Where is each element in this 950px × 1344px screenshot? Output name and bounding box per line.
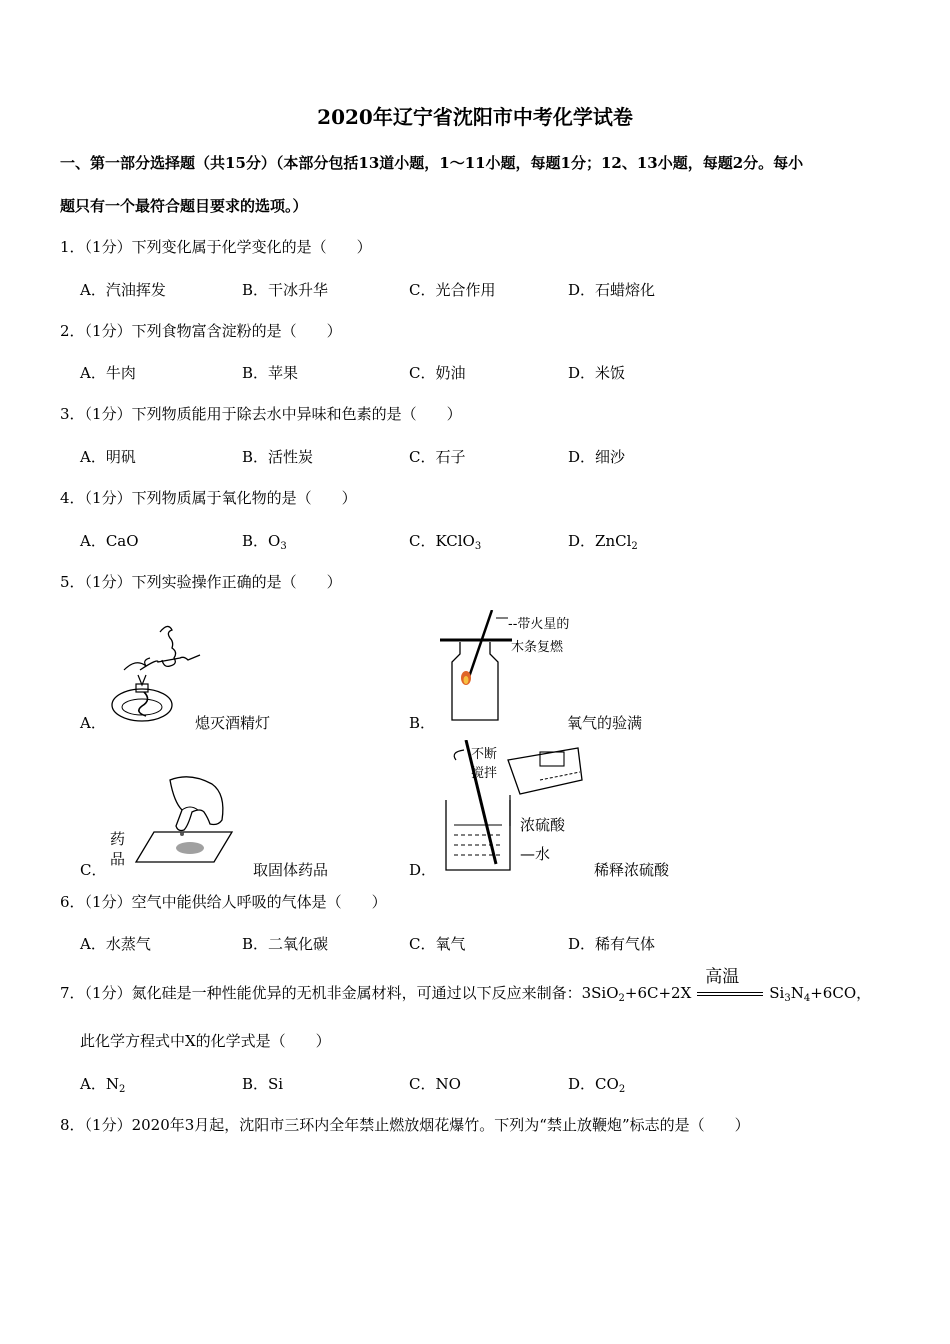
q7-eq-r2: N [790, 984, 804, 1002]
q4-option-b-subscript: 3 [280, 541, 287, 552]
q7-stem-prefix: 7．（1分）氮化硅是一种性能优异的无机非金属材料，可通过以下反应来制备： [60, 984, 582, 1002]
q7-equation-left [582, 984, 692, 1002]
q5-figure-alcohol-lamp [100, 620, 210, 730]
q5-figure-d-label-water-text: 水 [535, 845, 551, 863]
q3-option-b[interactable]: B．活性炭 [242, 448, 314, 466]
q5-figure-solid-chemical [130, 770, 250, 865]
q5-option-c[interactable]: C． [80, 861, 107, 879]
question-1-stem: 1．（1分）下列变化属于化学变化的是（ ） [60, 238, 372, 256]
question-2-stem: 2．（1分）下列食物富含淀粉的是（ ） [60, 322, 342, 340]
q7-eq-r1: Si [769, 984, 785, 1002]
q4-option-d-subscript: 2 [631, 541, 638, 552]
q5-caption-c: 取固体药品 [253, 861, 329, 879]
q1-option-d[interactable]: D．石蜡熔化 [568, 281, 656, 299]
q7-eq-r3: +6CO， [810, 984, 872, 1002]
q6-option-b[interactable]: B．二氧化碳 [242, 935, 329, 953]
q4-option-b-text: B．O [242, 532, 281, 550]
q5-figure-b-label-1: --带火星的 [508, 617, 570, 632]
q5-caption-a: 熄灭酒精灯 [195, 714, 271, 732]
q7-arrow-line-top [697, 992, 763, 993]
q7-condition: 高温 [705, 967, 740, 987]
q7-reaction-arrow [691, 967, 769, 1002]
q2-option-a[interactable]: A．牛肉 [80, 364, 136, 382]
q5-figure-d-label-water: —水 [520, 845, 551, 863]
q4-option-c-text: C．KClO [409, 532, 475, 550]
q7-option-b[interactable]: B．Si [242, 1075, 284, 1093]
q5-figure-d-label-acid: 浓硫酸 [520, 816, 566, 834]
q5-caption-d: 稀释浓硫酸 [594, 861, 670, 879]
q5-figure-d-label-stir-2: 搅拌 [471, 766, 498, 781]
q7-equation-right [769, 984, 871, 1002]
section-header-line2: 题只有一个最符合题目要求的选项。） [60, 197, 308, 215]
q5-figure-c-label-1: 药 [110, 830, 126, 848]
q7-option-d[interactable] [568, 1073, 625, 1094]
question-5-stem: 5．（1分）下列实验操作正确的是（ ） [60, 573, 342, 591]
q7-eq-l-sub: 2 [618, 993, 625, 1004]
q7-option-d-subscript: 2 [618, 1084, 626, 1095]
q2-option-c[interactable]: C．奶油 [409, 364, 466, 382]
q7-arrow-line-bottom [697, 995, 763, 996]
q4-option-c[interactable] [409, 530, 481, 551]
q5-figure-b-label-2: 木条复燃 [511, 640, 564, 655]
q2-option-d[interactable]: D．米饭 [568, 364, 626, 382]
q7-eq-l1: 3SiO [581, 984, 619, 1002]
q6-option-c[interactable]: C．氧气 [409, 935, 466, 953]
q3-option-c[interactable]: C．石子 [409, 448, 466, 466]
q2-option-b[interactable]: B．苹果 [242, 364, 299, 382]
q1-option-a[interactable]: A．汽油挥发 [80, 281, 166, 299]
q4-option-c-subscript: 3 [474, 541, 482, 552]
question-4-stem: 4．（1分）下列物质属于氧化物的是（ ） [60, 489, 357, 507]
question-7-stem-line2: 此化学方程式中X的化学式是（ ） [80, 1032, 331, 1050]
question-7-stem [60, 967, 872, 1004]
q4-option-a[interactable]: A．CaO [80, 532, 139, 550]
q5-figure-dilute-acid [440, 740, 590, 875]
q5-option-a[interactable]: A． [80, 714, 106, 732]
q7-option-a-subscript: 2 [118, 1084, 126, 1095]
q5-figure-c-label-2: 品 [110, 850, 126, 868]
q3-option-a[interactable]: A．明矾 [80, 448, 136, 466]
q5-figure-d-label-stir-1: 不断 [471, 747, 498, 762]
question-3-stem: 3．（1分）下列物质能用于除去水中异味和色素的是（ ） [60, 405, 462, 423]
q7-eq-r-sub2: 4 [803, 993, 811, 1004]
q7-eq-r-sub1: 3 [784, 993, 791, 1004]
q7-option-c[interactable]: C．NO [409, 1075, 461, 1093]
q1-option-b[interactable]: B．干冰升华 [242, 281, 329, 299]
q1-option-c[interactable]: C．光合作用 [409, 281, 496, 299]
q7-option-d-text: D．CO [568, 1075, 619, 1093]
q7-option-a-text: A．N [80, 1075, 119, 1093]
q5-option-b[interactable]: B． [409, 714, 436, 732]
q6-option-a[interactable]: A．水蒸气 [80, 935, 151, 953]
q5-figure-b-label-1-text: 带火星的 [517, 617, 570, 632]
q3-option-d[interactable]: D．细沙 [568, 448, 626, 466]
question-8-stem: 8．（1分）2020年3月起，沈阳市三环内全年禁止燃放烟花爆竹。下列为“禁止放鞭炮”标志的是（ ） [60, 1116, 750, 1134]
q4-option-d-text: D．ZnCl [568, 532, 632, 550]
q5-caption-b: 氧气的验满 [567, 714, 643, 732]
section-header-line1: 一、第一部分选择题（共15分）（本部分包括13道小题，1～11小题，每题1分；12、13小题，每题2分。每小 [60, 154, 804, 172]
q7-eq-l2: +6C+2X [624, 984, 692, 1002]
question-6-stem: 6．（1分）空气中能供给人呼吸的气体是（ ） [60, 893, 387, 911]
exam-title: 2020年辽宁省沈阳市中考化学试卷 [317, 105, 633, 129]
q4-option-d[interactable] [568, 530, 638, 551]
q4-option-b[interactable] [242, 530, 287, 551]
q5-option-d[interactable]: D． [409, 861, 437, 879]
q7-option-a[interactable] [80, 1073, 125, 1094]
q6-option-d[interactable]: D．稀有气体 [568, 935, 656, 953]
